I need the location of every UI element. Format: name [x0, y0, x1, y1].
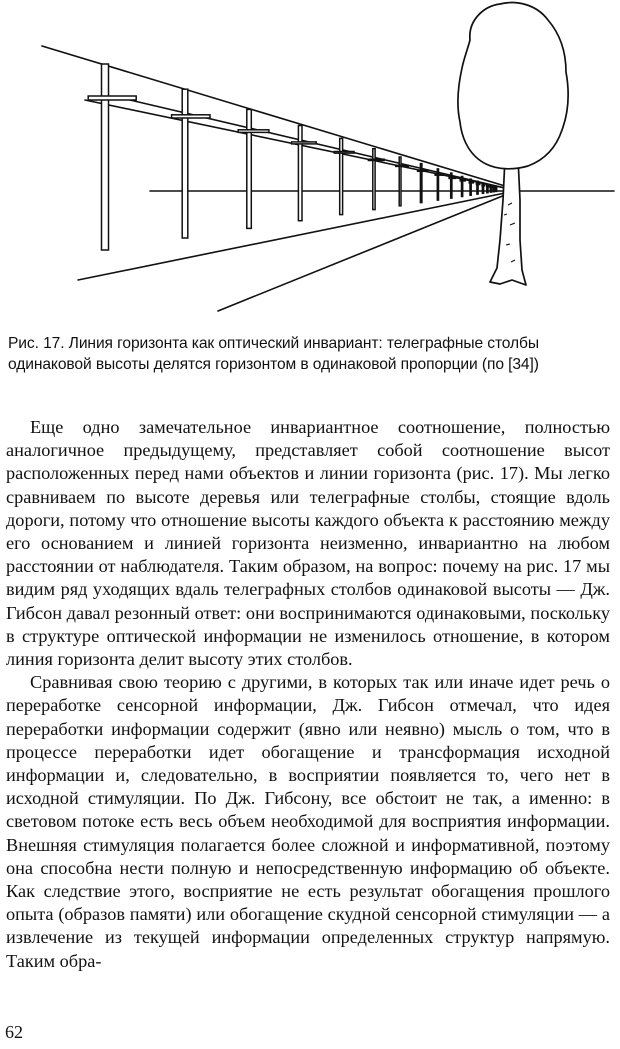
pole-crossarm — [476, 184, 479, 185]
pole-crossarm — [496, 188, 497, 189]
telegraph-wire — [42, 46, 505, 186]
body-text — [6, 416, 610, 973]
pole-crossarm — [88, 96, 136, 100]
pole-crossarm — [490, 187, 492, 188]
pole-crossarm — [334, 152, 354, 154]
tree-crown — [458, 3, 568, 169]
telegraph-pole — [298, 126, 302, 221]
paragraph: Еще одно замечательное инвариантное соотношение, полностью аналогичное предыдущему, представляет собой соотношение высот расположенных перед нами объектов и линии горизонта (рис. 17). Мы легко сравниваем по высоте деревья или телеграфные столбы, стоящие вдоль дороги, потому что отношение высоты каждого объекта к расстоянию между его основанием и линией горизонта неизменно, инвариантно на любом расстоянии от наблюдателя. Таким образом, на вопрос: почему на рис. 17 мы видим ряд уходящих вдаль телеграфных столбов одинаковой высоты — Дж. Гибсон давал резонный ответ: они воспринимаются одинаковыми, поскольку в структуре оптической информации не изменилось отношение, в котором линия горизонта делит высоту этих столбов. — [6, 417, 610, 670]
pole-crossarm — [368, 159, 384, 160]
road-edge-near — [218, 195, 505, 311]
telegraph-pole — [102, 64, 109, 250]
pole-crossarm — [449, 177, 455, 178]
pole-crossarm — [493, 187, 494, 188]
telegraph-pole — [182, 89, 188, 238]
pole-crossarm — [172, 115, 210, 118]
telegraph-pole — [247, 109, 252, 228]
pole-crossarm — [487, 186, 489, 187]
pole-crossarm — [418, 170, 428, 171]
telegraph-pole — [420, 164, 422, 203]
tree-trunk — [490, 158, 526, 285]
paragraph: Сравнивая свою теорию с другими, в которых так или иначе идет речь о переработке сенсорной информации, Дж. Гибсон отмечал, что идея переработки информации содержит (явно или неявно) мысль о том, что в процессе переработки идет обогащение и трансформация исходной информации и, следовательно, в восприятии появляется то, чего нет в исходной стимуляции. По Дж. Гибсону, все обстоит не так, а именно: в световом потоке есть весь объем необходимой для восприятия информации. Внешняя стимуляция полагается более сложной и информативной, поэтому она способна нести полную и непосредственную информацию об объекте. Как следствие этого, восприятие не есть результат обогащения прошлого опыта (образов памяти) или обогащение скудной сенсорной стимуляции — а извлечение из текущей информации определенных структур напрямую. Таким обра- — [6, 672, 610, 971]
pole-crossarm — [482, 185, 485, 186]
pole-crossarm — [469, 182, 473, 183]
figure-caption: Рис. 17. Линия горизонта как оптический инвариант: телеграфные столбы одинаковой высоты делятся горизонтом в одинаковой пропорции (по [34]) — [8, 335, 539, 373]
telegraph-pole — [399, 157, 401, 206]
tree — [458, 3, 568, 285]
pole-crossarm — [292, 142, 317, 144]
horizon-line-illustration — [0, 0, 620, 320]
pole-crossarm — [435, 174, 443, 175]
pole-crossarm — [396, 165, 409, 166]
pole-crossarm — [238, 130, 269, 133]
page-number: 62 — [5, 1022, 23, 1042]
pole-crossarm — [460, 180, 465, 181]
telegraph-pole — [340, 138, 343, 214]
telegraph-pole — [373, 149, 375, 210]
road-edge-far — [78, 193, 505, 280]
